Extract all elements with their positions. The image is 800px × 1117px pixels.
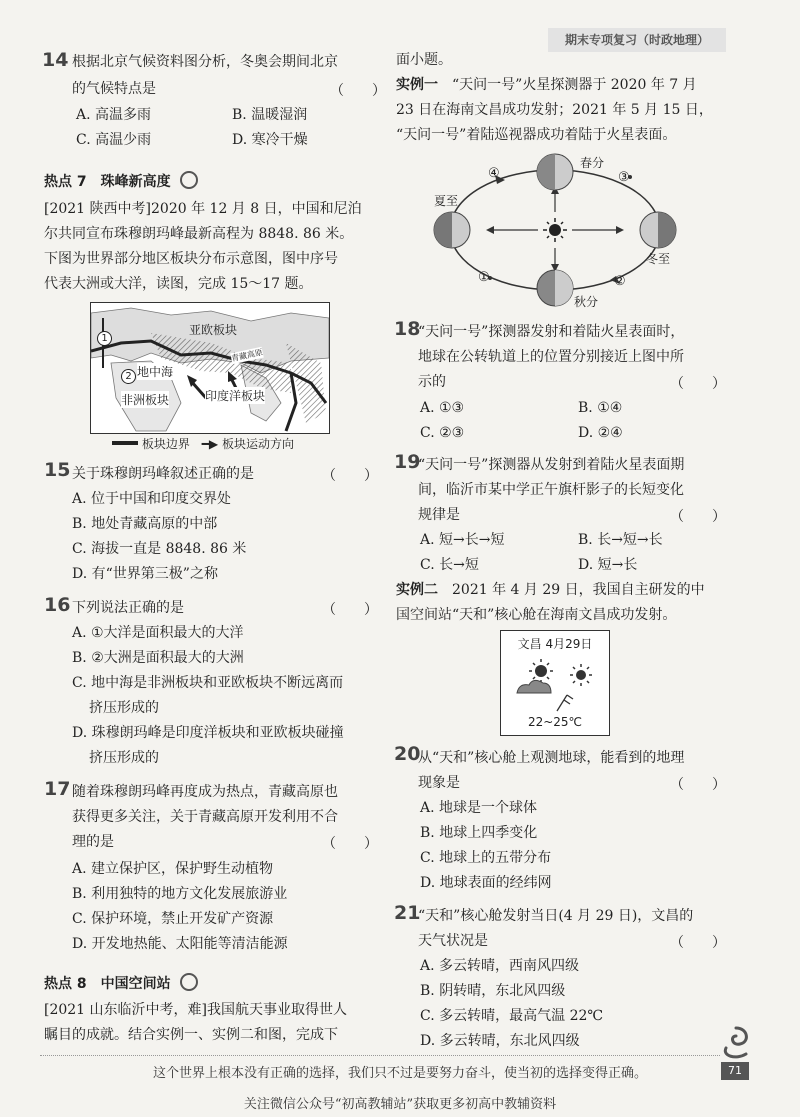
q19-option-b[interactable]: B. 长→短→长	[578, 532, 663, 548]
example-2-text-1: 2021 年 4 月 29 日，我国自主研发的中	[452, 582, 705, 598]
q16-option-b[interactable]: B. ②大洲是面积最大的大洲	[72, 650, 244, 666]
legend-boundary-label: 板块边界	[141, 437, 190, 451]
example-1-line2: 23 日在海南文昌成功发射；2021 年 5 月 15 日，	[396, 102, 713, 118]
orbit-position-2: ②	[614, 274, 626, 289]
q16-stem: 下列说法正确的是	[72, 600, 184, 616]
q20-stem-line1: 从“天和”核心舱上观测地球，能看到的地理	[418, 750, 685, 766]
q17-stem-line1: 随着珠穆朗玛峰再度成为热点，青藏高原也	[72, 784, 338, 800]
q19-stem-line3: 规律是	[418, 507, 460, 523]
q15-answer-paren[interactable]: （ ）	[322, 468, 378, 484]
earth-summer	[434, 212, 470, 248]
q19-stem-line1: “天问一号”探测器从发射到着陆火星表面期	[418, 457, 685, 473]
example-1-line3: “天问一号”着陆巡视器成功着陆于火星表面。	[396, 127, 677, 143]
q19-option-d[interactable]: D. 短→长	[578, 557, 638, 573]
question-number-14: 14	[42, 49, 69, 71]
question-number-16: 16	[44, 594, 71, 616]
q21-answer-paren[interactable]: （ ）	[670, 935, 726, 951]
orbit-drawing	[430, 150, 680, 310]
q17-option-a[interactable]: A. 建立保护区，保护野生动植物	[72, 861, 274, 877]
q17-option-d[interactable]: D. 开发地热能、太阳能等清洁能源	[72, 936, 288, 952]
weather-temperature: 22~25℃	[527, 715, 583, 729]
footer-ad: 关注微信公众号“初高教辅站”获取更多初高中教辅资料	[243, 1097, 557, 1112]
q17-stem-line3: 理的是	[72, 834, 114, 850]
q16-answer-paren[interactable]: （ ）	[322, 602, 378, 618]
q20-option-c[interactable]: C. 地球上的五带分布	[420, 850, 552, 866]
q14-stem-line1: 根据北京气候资料图分析，冬奥会期间北京	[72, 54, 338, 70]
sun-icon	[570, 664, 592, 686]
q17-answer-paren[interactable]: （ ）	[322, 836, 378, 852]
question-number-18: 18	[394, 318, 421, 340]
q16-option-c-cont: 挤压形成的	[89, 700, 159, 716]
legend-boundary-icon	[112, 441, 138, 445]
q15-stem: 关于珠穆朗玛峰叙述正确的是	[72, 466, 254, 482]
map-label-tibet: 青藏高原	[230, 347, 264, 364]
weather-title: 文昌 4月29日	[517, 637, 593, 651]
q17-stem-line2: 获得更多关注，关于青藏高原开发利用不合	[72, 809, 338, 825]
map-label-eurasian-plate: 亚欧板块	[189, 323, 238, 337]
q21-option-a[interactable]: A. 多云转晴，西南风四级	[420, 958, 580, 974]
page-number: 71	[721, 1062, 749, 1080]
map-label-mediterranean: 地中海	[137, 365, 174, 379]
hotspot-7-intro-1: [2021 陕西中考]2020 年 12 月 8 日，中国和尼泊	[44, 201, 362, 217]
hotspot-8-intro-2: 瞩目的成就。结合实例一、实例二和图，完成下	[44, 1027, 338, 1043]
q16-option-a[interactable]: A. ①大洋是面积最大的大洋	[72, 625, 244, 641]
wind-flag-icon	[557, 695, 573, 711]
hotspot-8-title-text: 热点 8 中国空间站	[44, 976, 171, 992]
sun-icon	[543, 218, 567, 242]
q19-stem-line2: 间，临沂市某中学正午旗杆影子的长短变化	[418, 482, 684, 498]
q21-stem-line1: “天和”核心舱发射当日(4 月 29 日)，文昌的	[418, 908, 694, 924]
q14-option-a[interactable]: A. 高温多雨	[76, 107, 152, 123]
q15-option-c[interactable]: C. 海拔一直是 8848. 86 米	[72, 541, 247, 557]
q15-option-d[interactable]: D. 有“世界第三极”之称	[72, 566, 218, 582]
q14-answer-paren[interactable]: （ ）	[330, 83, 386, 99]
example-2-line1	[396, 578, 705, 603]
q21-option-b[interactable]: B. 阴转晴，东北风四级	[420, 983, 566, 999]
map-marker-1: 1	[97, 331, 112, 346]
swirl-icon	[716, 1022, 756, 1062]
q18-option-a[interactable]: A. ①③	[420, 400, 465, 416]
q19-option-c[interactable]: C. 长→短	[420, 557, 479, 573]
example-1-text-1: “天问一号”火星探测器于 2020 年 7 月	[452, 77, 697, 93]
question-number-20: 20	[394, 743, 421, 765]
hotspot-7-title-text: 热点 7 珠峰新高度	[44, 174, 171, 190]
orbit-position-3: ③	[618, 170, 630, 185]
orbit-label-winter-solstice: 冬至	[646, 252, 671, 266]
plate-map	[90, 302, 330, 434]
hotspot-8-intro-tail: 面小题。	[396, 52, 452, 68]
q14-option-c[interactable]: C. 高温少雨	[76, 132, 152, 148]
question-number-21: 21	[394, 902, 421, 924]
q14-option-b[interactable]: B. 温暖湿润	[232, 107, 308, 123]
map-label-indian-plate: 印度洋板块	[205, 389, 266, 403]
target-icon	[180, 171, 198, 189]
question-number-17: 17	[44, 778, 71, 800]
q15-option-a[interactable]: A. 位于中国和印度交界处	[72, 491, 232, 507]
q18-option-c[interactable]: C. ②③	[420, 425, 465, 441]
q18-option-d[interactable]: D. ②④	[578, 425, 623, 441]
orbit-position-1: ①	[478, 270, 490, 285]
q15-option-b[interactable]: B. 地处青藏高原的中部	[72, 516, 218, 532]
legend-arrow-icon: ━▶	[201, 437, 219, 451]
hotspot-8-title	[44, 973, 198, 993]
q14-option-d[interactable]: D. 寒冷干燥	[232, 132, 308, 148]
example-1-line1	[396, 73, 697, 98]
example-2-line2: 国空间站“天和”核心舱在海南文昌成功发射。	[396, 607, 677, 623]
earth-winter	[640, 212, 676, 248]
q18-stem-line1: “天问一号”探测器发射和着陆火星表面时，	[418, 324, 685, 340]
q20-option-d[interactable]: D. 地球表面的经纬网	[420, 875, 552, 891]
orbit-label-spring-equinox: 春分	[580, 156, 605, 170]
q20-stem-line2: 现象是	[418, 775, 460, 791]
q21-option-c[interactable]: C. 多云转晴，最高气温 22℃	[420, 1008, 604, 1024]
legend-motion-label: 板块运动方向	[221, 437, 294, 451]
q21-stem-line2: 天气状况是	[418, 933, 488, 949]
q21-option-d[interactable]: D. 多云转晴，东北风四级	[420, 1033, 580, 1049]
sun-behind-cloud-icon	[517, 659, 553, 693]
orbit-position-4: ④	[488, 166, 500, 181]
q19-option-a[interactable]: A. 短→长→短	[420, 532, 505, 548]
map-legend	[112, 435, 294, 452]
example-2-label: 实例二	[396, 582, 438, 598]
hotspot-7-intro-3: 下图为世界部分地区板块分布示意图，图中序号	[44, 251, 338, 267]
hotspot-8-intro-1: [2021 山东临沂中考，难]我国航天事业取得世人	[44, 1002, 348, 1018]
q16-option-d[interactable]: D. 珠穆朗玛峰是印度洋板块和亚欧板块碰撞	[72, 725, 344, 741]
q18-stem-line2: 地球在公转轨道上的位置分别接近上图中所	[418, 349, 684, 365]
q18-option-b[interactable]: B. ①④	[578, 400, 623, 416]
earth-autumn	[537, 270, 573, 306]
footer-motto: 这个世界上根本没有正确的选择，我们只不过是要努力奋斗，使当初的选择变得正确。	[152, 1066, 647, 1081]
q20-option-a[interactable]: A. 地球是一个球体	[420, 800, 538, 816]
q14-stem-line2: 的气候特点是	[72, 81, 156, 97]
q20-answer-paren[interactable]: （ ）	[670, 777, 726, 793]
orbit-label-autumn-equinox: 秋分	[574, 295, 599, 309]
q16-option-d-cont: 挤压形成的	[89, 750, 159, 766]
target-icon	[180, 973, 198, 991]
footer-divider	[40, 1055, 720, 1056]
example-1-label: 实例一	[396, 77, 438, 93]
q20-option-b[interactable]: B. 地球上四季变化	[420, 825, 538, 841]
q18-answer-paren[interactable]: （ ）	[670, 376, 726, 392]
section-header-tag: 期末专项复习（时政地理）	[548, 28, 726, 52]
question-number-15: 15	[44, 459, 71, 481]
weather-icons	[511, 653, 601, 713]
map-label-african-plate: 非洲板块	[121, 393, 170, 407]
map-marker-2: 2	[121, 369, 136, 384]
q17-option-b[interactable]: B. 利用独特的地方文化发展旅游业	[72, 886, 288, 902]
hotspot-7-intro-4: 代表大洲或大洋，读图，完成 15～17 题。	[44, 276, 313, 292]
q16-option-c[interactable]: C. 地中海是非洲板块和亚欧板块不断远离而	[72, 675, 344, 691]
hotspot-7-title	[44, 171, 198, 191]
question-number-19: 19	[394, 451, 421, 473]
orbit-diagram	[430, 150, 680, 310]
q17-option-c[interactable]: C. 保护环境，禁止开发矿产资源	[72, 911, 274, 927]
weather-card	[500, 630, 610, 736]
q19-answer-paren[interactable]: （ ）	[670, 509, 726, 525]
orbit-label-summer-solstice: 夏至	[434, 194, 459, 208]
earth-spring	[537, 154, 573, 190]
q18-stem-line3: 示的	[418, 374, 446, 390]
hotspot-7-intro-2: 尔共同宣布珠穆朗玛峰最新高程为 8848. 86 米。	[44, 226, 354, 242]
